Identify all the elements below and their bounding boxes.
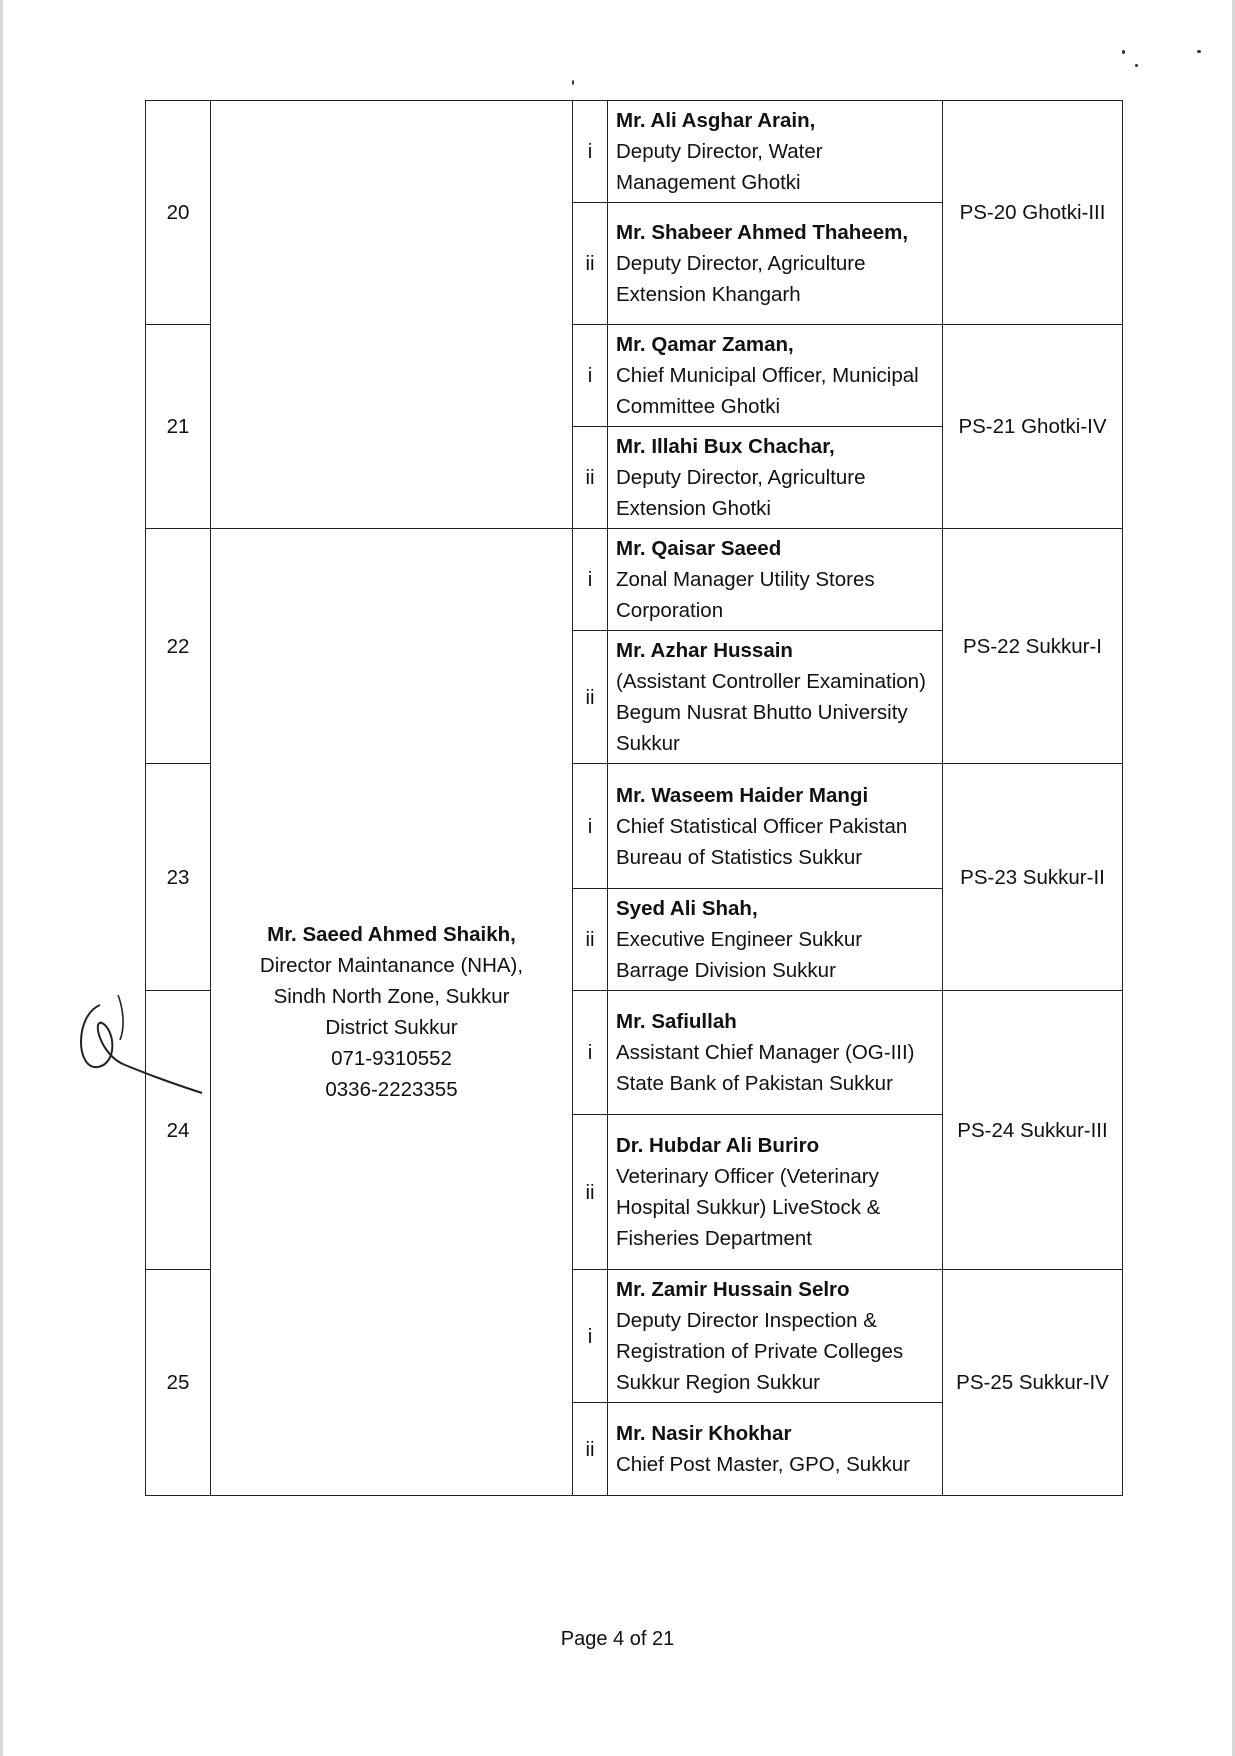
table-row	[146, 101, 1123, 203]
officer-index: i	[573, 991, 608, 1115]
officer-name: Mr. Qaisar Saeed	[616, 537, 782, 560]
coordinator-name: Mr. Saeed Ahmed Shaikh,	[267, 923, 516, 946]
officer-index: ii	[573, 631, 608, 764]
officer-index: i	[573, 529, 608, 631]
officer-cell	[608, 764, 943, 889]
officer-name: Mr. Safiullah	[616, 1010, 737, 1033]
polling-duty-table	[145, 100, 1123, 1496]
officer-cell	[608, 991, 943, 1115]
officer-designation: Veterinary Officer (Veterinary Hospital Sukkur) LiveStock & Fisheries Department	[616, 1165, 881, 1250]
serial-number: 22	[146, 529, 211, 764]
officer-name: Mr. Shabeer Ahmed Thaheem,	[616, 221, 909, 244]
scan-speck	[1197, 50, 1201, 53]
officer-cell	[608, 889, 943, 991]
officer-name: Mr. Ali Asghar Arain,	[616, 109, 816, 132]
serial-number: 23	[146, 764, 211, 991]
table-row	[146, 529, 1123, 631]
officer-cell	[608, 101, 943, 203]
constituency-cell: PS-20 Ghotki-III	[943, 101, 1123, 325]
handwritten-signature	[70, 985, 210, 1095]
coordinator-cell-empty	[211, 101, 573, 529]
officer-index: ii	[573, 889, 608, 991]
officer-cell	[608, 1115, 943, 1270]
officer-name: Mr. Zamir Hussain Selro	[616, 1278, 850, 1301]
officer-designation: Deputy Director, Water Management Ghotki	[616, 140, 823, 194]
scan-speck	[1135, 64, 1138, 67]
officer-index: i	[573, 1270, 608, 1403]
serial-number: 21	[146, 325, 211, 529]
officer-index: ii	[573, 427, 608, 529]
officer-index: ii	[573, 203, 608, 325]
officer-index: ii	[573, 1115, 608, 1270]
officer-name: Syed Ali Shah,	[616, 897, 758, 920]
constituency-cell: PS-23 Sukkur-II	[943, 764, 1123, 991]
officer-designation: Chief Post Master, GPO, Sukkur	[616, 1453, 910, 1476]
officer-cell	[608, 1403, 943, 1496]
coordinator-phone-mobile: 0336-2223355	[325, 1078, 458, 1101]
officer-designation: Zonal Manager Utility Stores Corporation	[616, 568, 875, 622]
officer-name: Mr. Qamar Zaman,	[616, 333, 794, 356]
officer-name: Dr. Hubdar Ali Buriro	[616, 1134, 820, 1157]
serial-number: 25	[146, 1270, 211, 1496]
officer-name: Mr. Azhar Hussain	[616, 639, 793, 662]
officer-index: i	[573, 325, 608, 427]
officer-designation: Executive Engineer Sukkur Barrage Division Sukkur	[616, 928, 863, 982]
officer-index: i	[573, 764, 608, 889]
officer-cell	[608, 1270, 943, 1403]
officer-index: ii	[573, 1403, 608, 1496]
officer-designation: Deputy Director, Agriculture Extension Ghotki	[616, 466, 866, 520]
officer-designation: Deputy Director Inspection & Registration of Private Colleges Sukkur Region Sukkur	[616, 1309, 904, 1394]
coordinator-cell	[211, 529, 573, 1496]
officer-designation: Assistant Chief Manager (OG-III) State Bank of Pakistan Sukkur	[616, 1041, 915, 1095]
officer-cell	[608, 427, 943, 529]
officer-cell	[608, 631, 943, 764]
officer-designation: Chief Municipal Officer, Municipal Committee Ghotki	[616, 364, 919, 418]
officer-name: Mr. Illahi Bux Chachar,	[616, 435, 835, 458]
coordinator-zone: Sindh North Zone, Sukkur	[273, 985, 510, 1008]
officer-cell	[608, 325, 943, 427]
scan-edge-left	[0, 0, 3, 1756]
officer-designation: Deputy Director, Agriculture Extension Khangarh	[616, 252, 866, 306]
constituency-cell: PS-24 Sukkur-III	[943, 991, 1123, 1270]
coordinator-phone-landline: 071-9310552	[331, 1047, 452, 1070]
scan-speck	[572, 80, 574, 85]
constituency-cell: PS-21 Ghotki-IV	[943, 325, 1123, 529]
officer-designation: (Assistant Controller Examination) Begum Nusrat Bhutto University Sukkur	[616, 670, 926, 755]
constituency-cell: PS-25 Sukkur-IV	[943, 1270, 1123, 1496]
serial-number: 24	[146, 991, 211, 1270]
serial-number: 20	[146, 101, 211, 325]
officer-index: i	[573, 101, 608, 203]
officer-cell	[608, 203, 943, 325]
coordinator-designation: Director Maintanance (NHA),	[259, 954, 524, 977]
constituency-cell: PS-22 Sukkur-I	[943, 529, 1123, 764]
officer-cell	[608, 529, 943, 631]
officer-designation: Chief Statistical Officer Pakistan Bureau of Statistics Sukkur	[616, 814, 908, 869]
officer-name: Mr. Nasir Khokhar	[616, 1422, 792, 1445]
page-number: Page 4 of 21	[560, 1628, 675, 1650]
scan-speck	[1122, 50, 1125, 54]
coordinator-district: District Sukkur	[325, 1016, 458, 1039]
officer-name: Mr. Waseem Haider Mangi	[616, 783, 869, 807]
